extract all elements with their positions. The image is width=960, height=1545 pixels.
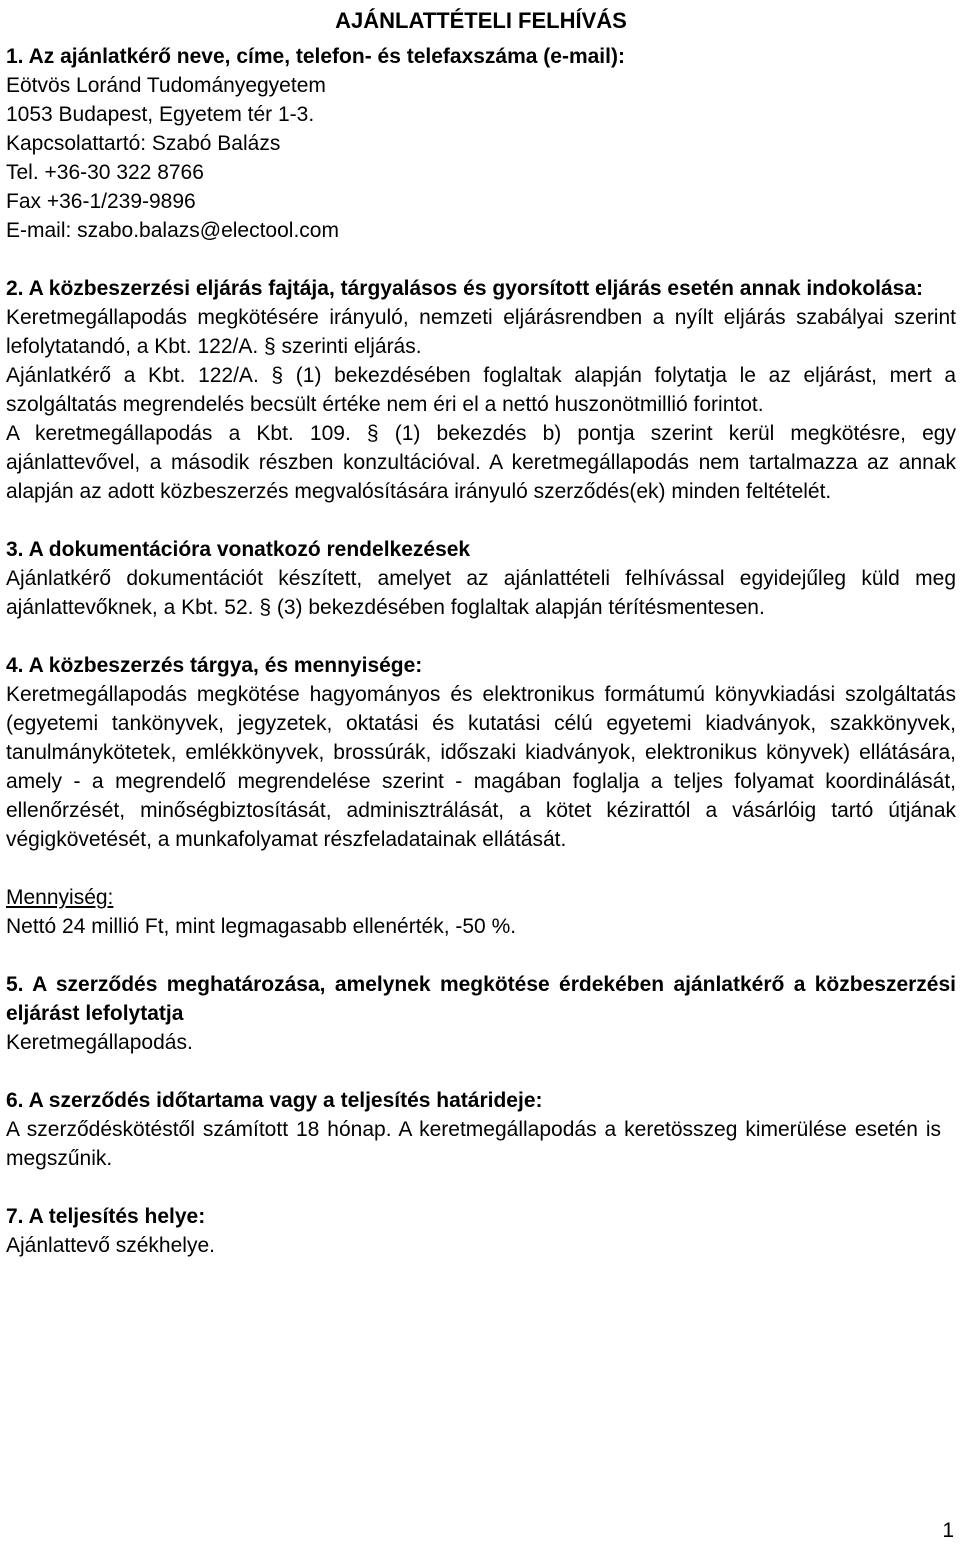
contact-email: E-mail: szabo.balazs@electool.com (6, 219, 339, 242)
section-5-heading: 5. A szerződés meghatározása, amelynek megkötése érdekében ajánlatkérő a közbeszerzési eljárást lefolytatja (6, 973, 956, 1025)
section-1 (6, 42, 956, 245)
section-4 (6, 651, 956, 941)
section-7-heading: 7. A teljesítés helye: (6, 1205, 206, 1228)
section-4-paragraph-1: Keretmegállapodás megkötése hagyományos és elektronikus formátumú könyvkiadási szolgáltatás (egyetemi tankönyvek, jegyzetek, oktatási és kutatási célú egyetemi kiadványok, szakkönyvek, tanulmánykötetek, emlékkönyvek, brossúrák, időszaki kiadványok, elektronikus könyvek) ellátására, amely - a megrendelő megrendelése szerint - magában foglalja a teljes folyamat koordinálását, ellenőrzését, minőségbiztosítását, adminisztrálását, a kötet kézirattól a vásárlóig tartó útjának végigkövetését, a munkafolyamat részfeladatainak ellátását. (6, 683, 956, 851)
section-3-heading: 3. A dokumentációra vonatkozó rendelkezések (6, 538, 471, 561)
section-5 (6, 970, 956, 1057)
quantity-value: Nettó 24 millió Ft, mint legmagasabb ellenérték, -50 %. (6, 915, 517, 938)
spacer (6, 1173, 956, 1202)
section-3-paragraph-1: Ajánlatkérő dokumentációt készített, amelyet az ajánlattételi felhívással egyidejűleg küld meg ajánlattevőknek, a Kbt. 52. § (3) bekezdésében foglaltak alapján térítésmentesen. (6, 567, 956, 619)
spacer (6, 622, 956, 651)
document-page (6, 0, 956, 1545)
contact-person: Kapcsolattartó: Szabó Balázs (6, 132, 281, 155)
section-7 (6, 1202, 956, 1260)
section-6 (6, 1086, 956, 1173)
quantity-label: Mennyiség: (6, 886, 114, 909)
document-title: AJÁNLATTÉTELI FELHÍVÁS (335, 8, 627, 33)
contact-fax: Fax +36-1/239-9896 (6, 190, 196, 213)
section-2-paragraph-3: A keretmegállapodás a Kbt. 109. § (1) bekezdés b) pontja szerint kerül megkötésre, egy ajánlattevővel, a második részben konzultációval. A keretmegállapodás nem tartalmazza az annak alapján az adott közbeszerzés megvalósítására irányuló szerződés(ek) minden feltételét. (6, 422, 956, 503)
section-5-paragraph-1: Keretmegállapodás. (6, 1031, 193, 1054)
spacer (6, 854, 956, 883)
section-2-paragraph-1: Keretmegállapodás megkötésére irányuló, nemzeti eljárásrendben a nyílt eljárás szabályai szerint lefolytatandó, a Kbt. 122/A. § szerinti eljárás. (6, 306, 956, 358)
section-7-paragraph-1: Ajánlattevő székhelye. (6, 1234, 215, 1257)
section-2-paragraph-2: Ajánlatkérő a Kbt. 122/A. § (1) bekezdésében foglaltak alapján folytatja le az eljárást, mert a szolgáltatás megrendelés becsült értéke nem éri el a nettó huszonötmillió forintot. (6, 364, 956, 416)
spacer (6, 506, 956, 535)
spacer (6, 245, 956, 274)
section-4-heading: 4. A közbeszerzés tárgya, és mennyisége: (6, 654, 423, 677)
contact-phone: Tel. +36-30 322 8766 (6, 161, 204, 184)
contact-address: 1053 Budapest, Egyetem tér 1-3. (6, 103, 315, 126)
section-3 (6, 535, 956, 622)
section-2-heading: 2. A közbeszerzési eljárás fajtája, tárgyalásos és gyorsított eljárás esetén annak indokolása: (6, 277, 924, 300)
section-6-paragraph-1: A szerződéskötéstől számított 18 hónap. A keretmegállapodás a keretösszeg kimerülése esetén is megszűnik. (6, 1118, 941, 1170)
page-number: 1 (942, 1519, 954, 1542)
spacer (6, 1057, 956, 1086)
section-1-heading: 1. Az ajánlatkérő neve, címe, telefon- és telefaxszáma (e-mail): (6, 45, 625, 68)
spacer (6, 35, 956, 42)
contact-org: Eötvös Loránd Tudományegyetem (6, 74, 326, 97)
section-2 (6, 274, 956, 506)
spacer (6, 941, 956, 970)
section-6-heading: 6. A szerződés időtartama vagy a teljesítés határideje: (6, 1089, 543, 1112)
